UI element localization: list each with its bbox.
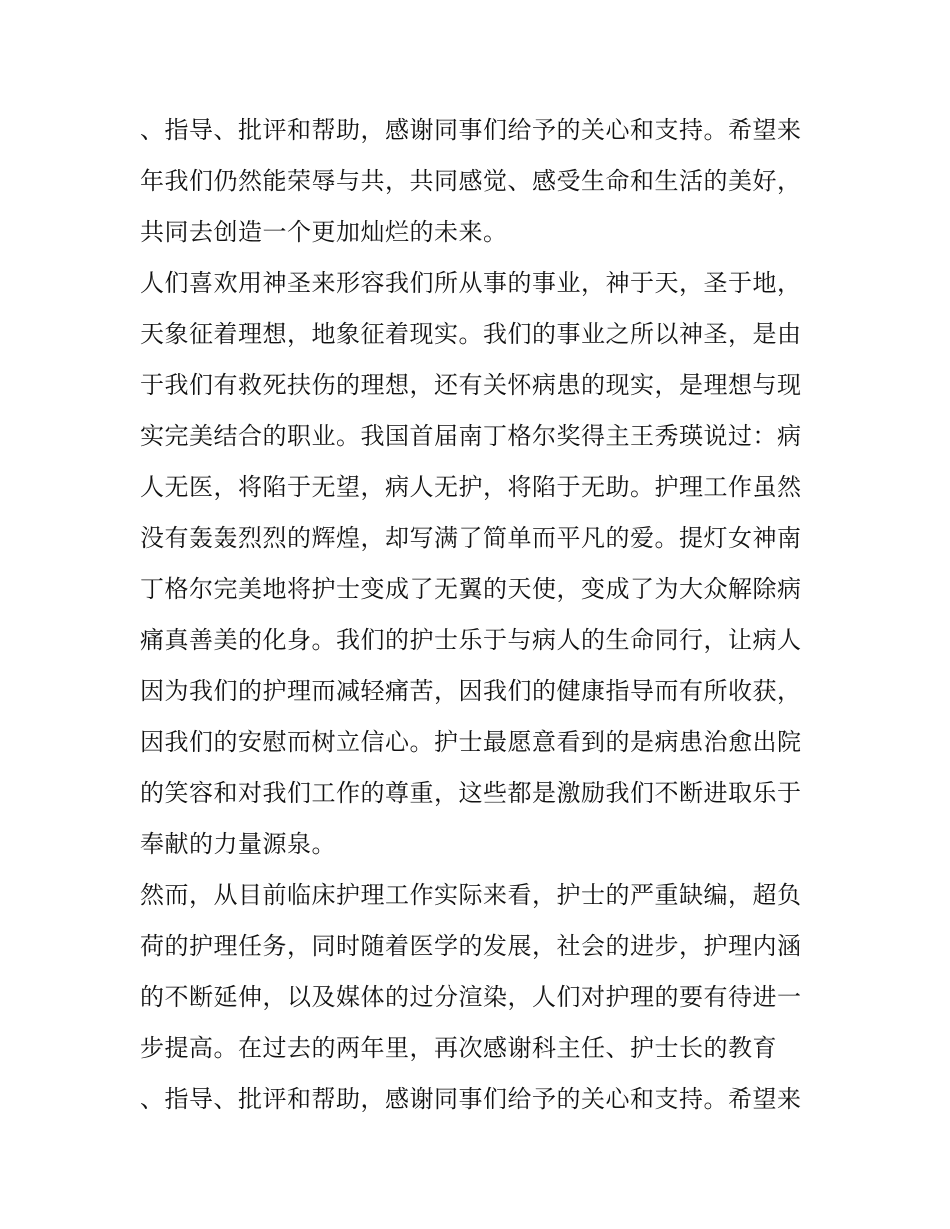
text-line: 丁格尔完美地将护士变成了无翼的天使，变成了为大众解除病 [140,575,802,603]
text-line: 人无医，将陷于无望，病人无护，将陷于无助。护理工作虽然 [140,473,802,501]
text-line: 没有轰轰烈烈的辉煌，却写满了简单而平凡的爱。提灯女神南 [140,524,802,552]
text-line: 共同去创造一个更加灿烂的未来。 [140,218,508,246]
text-line: 痛真善美的化身。我们的护士乐于与病人的生命同行，让病人 [140,626,802,654]
text-line: 年我们仍然能荣辱与共，共同感觉、感受生命和生活的美好， [140,167,802,195]
text-line: 因为我们的护理而减轻痛苦，因我们的健康指导而有所收获， [140,677,802,705]
document-body [140,105,840,1125]
text-line: 的笑容和对我们工作的尊重，这些都是激励我们不断进取乐于 [140,779,802,807]
text-line: 荷的护理任务，同时随着医学的发展，社会的进步，护理内涵 [140,932,802,960]
text-line: 奉献的力量源泉。 [140,830,336,858]
text-line: 天象征着理想，地象征着现实。我们的事业之所以神圣，是由 [140,320,802,348]
text-line: 实完美结合的职业。我国首届南丁格尔奖得主王秀瑛说过：病 [140,422,802,450]
text-line: 然而，从目前临床护理工作实际来看，护士的严重缺编，超负 [140,881,802,909]
text-line: 步提高。在过去的两年里，再次感谢科主任、护士长的教育 [140,1034,777,1062]
text-line: 因我们的安慰而树立信心。护士最愿意看到的是病患治愈出院 [140,728,802,756]
text-line: 的不断延伸，以及媒体的过分渲染，人们对护理的要有待进一 [140,983,802,1011]
text-line: 、指导、批评和帮助，感谢同事们给予的关心和支持。希望来 [140,1085,802,1113]
text-line: 、指导、批评和帮助，感谢同事们给予的关心和支持。希望来 [140,116,802,144]
text-line: 人们喜欢用神圣来形容我们所从事的事业，神于天，圣于地， [140,269,802,297]
text-line: 于我们有救死扶伤的理想，还有关怀病患的现实，是理想与现 [140,371,802,399]
